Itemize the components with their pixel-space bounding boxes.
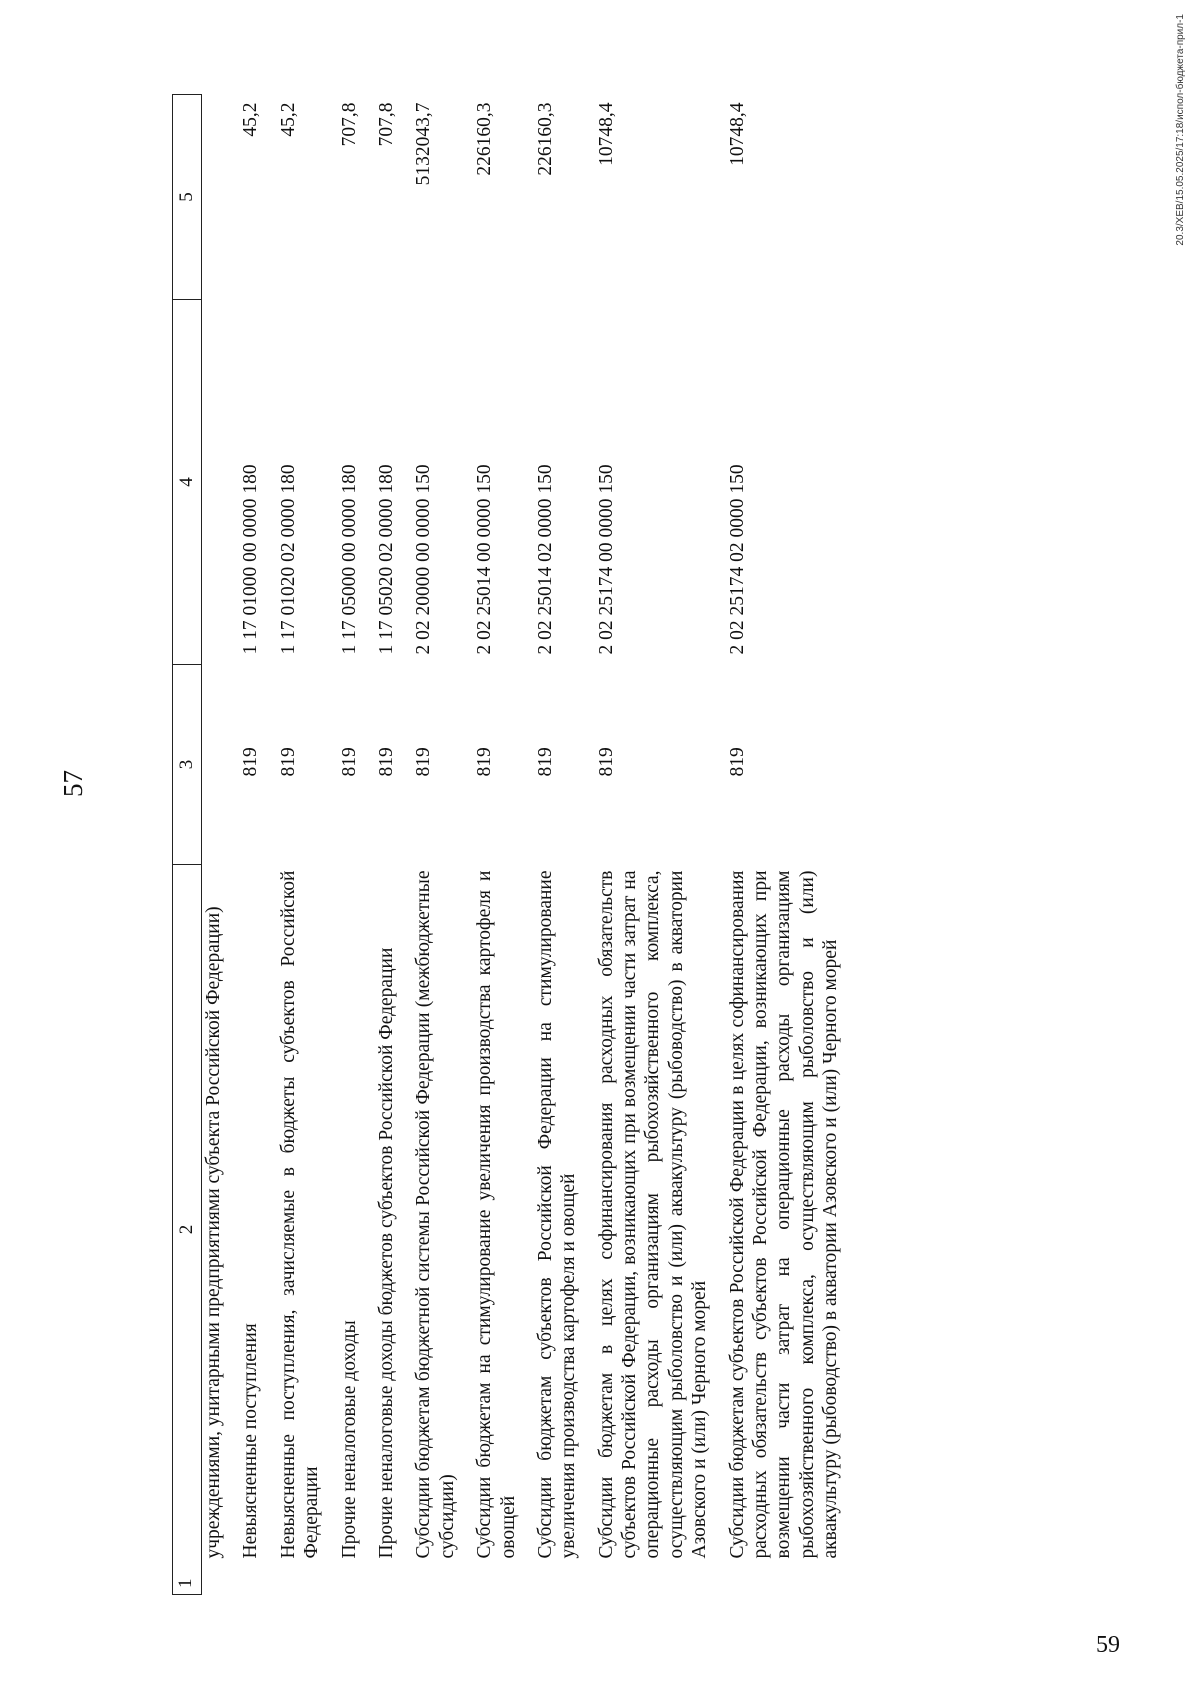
row-budget-code — [202, 300, 240, 665]
row-value: 226160,3 — [474, 102, 496, 176]
table-row — [239, 95, 276, 1595]
row-admin-code: 819 — [375, 747, 397, 777]
sheet-number: 59 — [1096, 1632, 1120, 1658]
row-name: Прочие неналоговые доходы — [338, 1320, 360, 1559]
row-value — [202, 95, 240, 300]
row-value: 10748,4 — [726, 102, 748, 166]
row-name: Субсидии бюджетам бюджетной системы Российской Федерации (межбюджетные субсидии) — [413, 870, 458, 1559]
header-col-2: 1 2 — [173, 865, 202, 1595]
row-budget-code: 2 02 25014 00 0000 150 — [474, 464, 496, 655]
row-name: Субсидии бюджетам субъектов Российской Федерации на стимулирование увеличения производства картофеля и овощей — [534, 870, 580, 1559]
row-budget-code: 1 17 05020 02 0000 180 — [375, 464, 397, 655]
row-budget-code: 2 02 25174 00 0000 150 — [595, 464, 617, 655]
row-name: Невыясненные поступления, зачисляемые в бюджеты субъектов Российской Федерации — [277, 870, 323, 1559]
table-row — [375, 95, 412, 1595]
row-name: Невыясненные поступления — [240, 1323, 262, 1559]
row-admin-code: 819 — [534, 747, 556, 777]
row-value: 707,8 — [338, 102, 360, 147]
table-row — [338, 95, 375, 1595]
row-admin-code: 819 — [595, 747, 617, 777]
row-budget-code: 2 02 20000 00 0000 150 — [413, 464, 435, 655]
row-admin-code: 819 — [726, 747, 748, 777]
table-row — [202, 95, 240, 1595]
header-col-5: 5 — [173, 95, 202, 300]
table-row — [473, 95, 534, 1595]
row-name: Субсидии бюджетам в целях софинансирования расходных обязательств субъектов Российской Федерации, возникающих при возмещении части затрат на операционные расходы организациям рыбохозяйственного комплекса, осуществляющим рыболовство и (или) аквакультуру (рыбоводство) в акватории Азовского и (или) Черного морей — [595, 870, 711, 1559]
document-footer-code: 20.3/ХЕВ/15.05.2025/17:18/испол-бюджета-прил-1 — [1175, 14, 1186, 246]
header-col-3: 3 — [173, 665, 202, 865]
row-name: Прочие неналоговые доходы бюджетов субъектов Российской Федерации — [375, 947, 397, 1559]
table-row — [595, 95, 726, 1595]
row-budget-code: 1 17 01020 02 0000 180 — [277, 464, 299, 655]
row-admin-code: 819 — [240, 747, 262, 777]
row-budget-code: 2 02 25014 02 0000 150 — [534, 464, 556, 655]
row-value: 5132043,7 — [413, 102, 435, 186]
header-row — [173, 95, 202, 1595]
table-row — [277, 95, 338, 1595]
table-row — [412, 95, 473, 1595]
table-row — [534, 95, 595, 1595]
row-admin-code: 819 — [474, 747, 496, 777]
row-name: Субсидии бюджетам субъектов Российской Федерации в целях софинансирования расходных обязательств субъектов Российской Федерации, возникающих при возмещении части затрат на операционные расходы организациям рыбохозяйственного комплекса, осуществляющим рыболовство и (или) аквакультуру (рыбоводство) в акватории Азовского и (или) Черного морей — [726, 870, 842, 1559]
row-budget-code: 1 17 05000 00 0000 180 — [338, 464, 360, 655]
row-value: 707,8 — [375, 102, 397, 147]
page-number: 57 — [58, 770, 88, 797]
row-admin-code: 819 — [413, 747, 435, 777]
revenue-table — [172, 94, 857, 1595]
row-name: учреждениями, унитарными предприятиями субъекта Российской Федерации) — [203, 906, 224, 1559]
row-value: 45,2 — [240, 102, 262, 137]
header-col-1: 1 — [175, 1578, 196, 1588]
row-admin-code — [202, 665, 240, 865]
row-value: 10748,4 — [595, 102, 617, 166]
table-row — [726, 95, 857, 1595]
row-value: 226160,3 — [534, 102, 556, 176]
row-name: Субсидии бюджетам на стимулирование увеличения производства картофеля и овощей — [474, 870, 519, 1559]
header-col-4: 4 — [173, 300, 202, 665]
row-admin-code: 819 — [338, 747, 360, 777]
row-value: 45,2 — [277, 102, 299, 137]
row-admin-code: 819 — [277, 747, 299, 777]
row-budget-code: 2 02 25174 02 0000 150 — [726, 464, 748, 655]
row-budget-code: 1 17 01000 00 0000 180 — [240, 464, 262, 655]
